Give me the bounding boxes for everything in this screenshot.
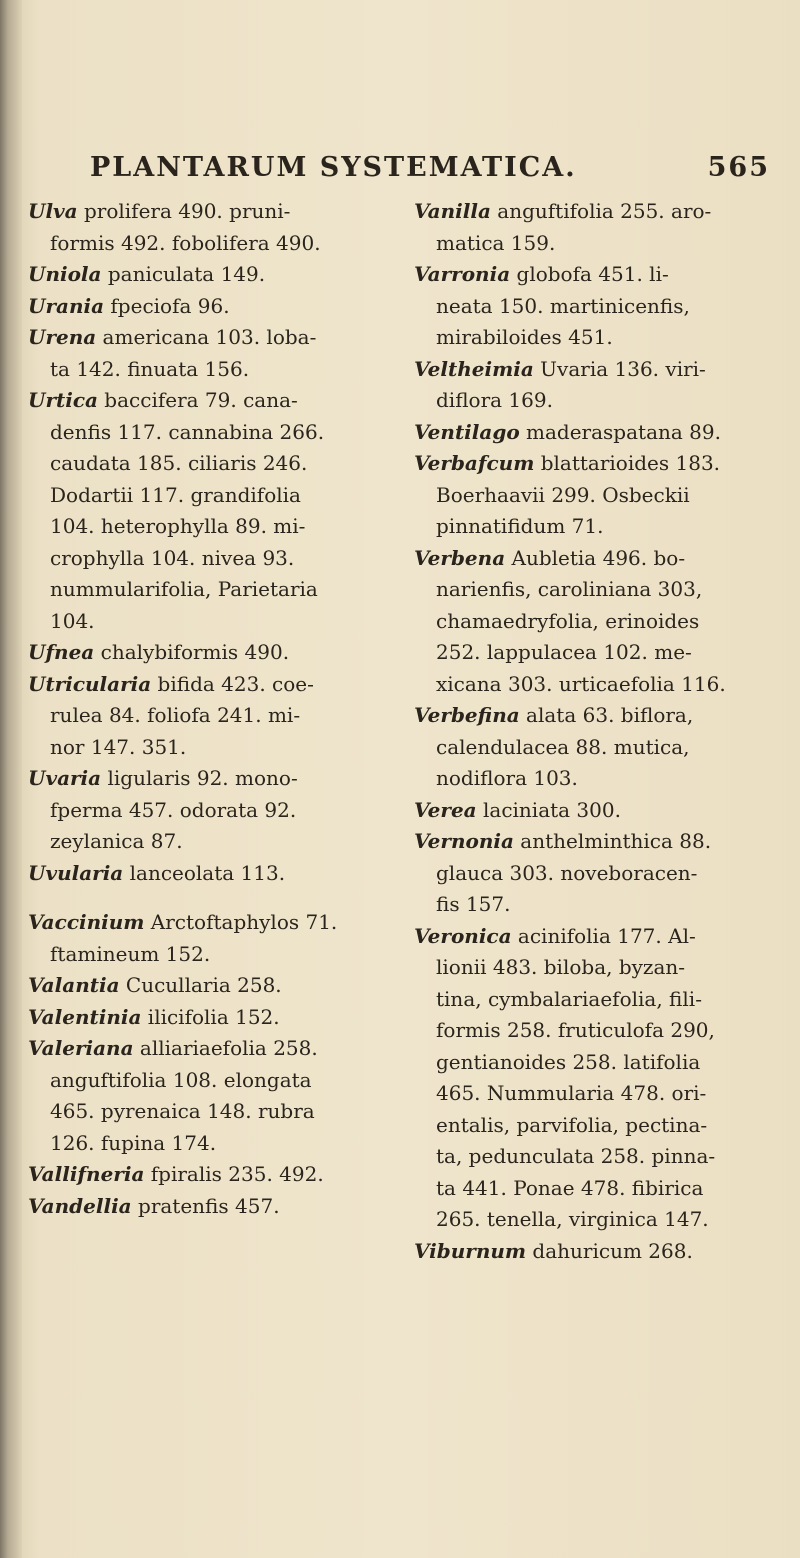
species-text: diflora 169. — [436, 388, 553, 412]
index-entry — [28, 1159, 368, 1191]
genus-name: Valeriana — [28, 1036, 134, 1060]
running-title: PLANTARUM SYSTEMATICA. — [90, 152, 577, 183]
entry-first-line — [414, 795, 780, 827]
genus-name: Urania — [28, 293, 105, 318]
species-text: ilicifolia 152. — [141, 1004, 280, 1029]
genus-name: Utricularia — [28, 671, 152, 696]
entry-continuation-line — [28, 543, 368, 575]
species-text: anguftifolia 108. elongata — [50, 1067, 312, 1092]
index-entry — [414, 921, 780, 1236]
index-entry — [28, 291, 368, 323]
species-text: gentianoides 258. latifolia — [436, 1049, 701, 1074]
species-text: nummularifolia, Parietaria — [50, 577, 318, 601]
left-column — [28, 196, 368, 1222]
species-text: fis 157. — [436, 892, 511, 916]
species-text: dahuricum 268. — [526, 1238, 693, 1263]
species-text: formis 492. fobolifera 490. — [50, 230, 321, 255]
entry-first-line — [414, 196, 780, 228]
species-text: ftamineum 152. — [50, 941, 211, 966]
species-text: Aubletia 496. bo- — [505, 545, 686, 570]
entry-continuation-line — [414, 606, 780, 638]
entry-continuation-line — [414, 1047, 780, 1079]
entry-continuation-line — [414, 1141, 780, 1173]
species-text: xicana 303. urticaefolia 116. — [436, 671, 726, 696]
species-text: pratenfis 457. — [131, 1193, 280, 1218]
index-entry — [28, 858, 368, 890]
species-text: maderaspatana 89. — [519, 419, 721, 444]
species-text: crophylla 104. nivea 93. — [50, 545, 295, 570]
entry-continuation-line — [28, 1065, 368, 1097]
genus-name: Verea — [414, 797, 477, 822]
entry-first-line — [414, 543, 780, 575]
species-text: Boerhaavii 299. Osbeckii — [436, 482, 690, 507]
entry-continuation-line — [414, 1078, 780, 1110]
entry-first-line — [28, 637, 368, 669]
entry-continuation-line — [414, 952, 780, 984]
entry-first-line — [28, 669, 368, 701]
species-text: 265. tenella, virginica 147. — [436, 1207, 709, 1231]
species-text: alliariaefolia 258. — [133, 1036, 318, 1060]
page-number: 565 — [707, 152, 770, 183]
entry-first-line — [28, 1002, 368, 1034]
species-text: anthelminthica 88. — [513, 829, 712, 853]
species-text: ligularis 92. mono- — [101, 766, 298, 790]
index-entry — [28, 1002, 368, 1034]
index-entry — [28, 322, 368, 385]
index-entry — [414, 196, 780, 259]
entry-continuation-line — [414, 291, 780, 323]
species-text: rulea 84. foliofa 241. mi- — [50, 703, 301, 727]
genus-name: Verbena — [414, 545, 506, 570]
genus-name: Uvaria — [28, 766, 102, 790]
species-text: pinnatifidum 71. — [436, 514, 604, 538]
index-entry — [28, 1191, 368, 1223]
entry-continuation-line — [28, 574, 368, 606]
entry-first-line — [28, 196, 368, 228]
entry-continuation-line — [414, 385, 780, 417]
species-text: 104. — [50, 608, 95, 633]
genus-name: Vanilla — [414, 199, 491, 223]
species-text: chamaedryfolia, erinoides — [436, 608, 700, 633]
entry-first-line — [414, 700, 780, 732]
genus-name: Uniola — [28, 262, 102, 286]
entry-first-line — [414, 417, 780, 449]
entry-first-line — [28, 385, 368, 417]
entry-continuation-line — [28, 448, 368, 480]
species-text: Dodartii 117. grandifolia — [50, 482, 301, 507]
entry-continuation-line — [28, 480, 368, 512]
entry-continuation-line — [414, 1110, 780, 1142]
species-text: Cucullaria 258. — [119, 973, 282, 997]
genus-name: Ulva — [28, 199, 78, 223]
species-text: 104. heterophylla 89. mi- — [50, 514, 306, 538]
entry-continuation-line — [28, 795, 368, 827]
index-entry — [28, 196, 368, 259]
species-text: acinifolia 177. Al- — [511, 923, 696, 948]
species-text: alata 63. biflora, — [519, 703, 694, 727]
genus-name: Viburnum — [414, 1238, 527, 1263]
entry-continuation-line — [28, 228, 368, 260]
index-entry — [414, 1236, 780, 1268]
species-text: entalis, parvifolia, pectina- — [436, 1112, 708, 1137]
index-entry — [414, 543, 780, 701]
entry-continuation-line — [414, 984, 780, 1016]
entry-first-line — [414, 1236, 780, 1268]
entry-first-line — [28, 259, 368, 291]
entry-first-line — [28, 970, 368, 1002]
species-text: blattarioides 183. — [534, 451, 721, 475]
species-text: formis 258. fruticulofa 290, — [436, 1018, 715, 1042]
entry-continuation-line — [414, 763, 780, 795]
entry-first-line — [28, 1033, 368, 1065]
entry-first-line — [28, 858, 368, 890]
species-text: 465. Nummularia 478. ori- — [436, 1081, 707, 1105]
index-entry — [28, 970, 368, 1002]
genus-name: Veltheimia — [414, 356, 534, 381]
species-text: narienfis, caroliniana 303, — [436, 577, 703, 601]
index-entry — [28, 763, 368, 858]
entry-continuation-line — [414, 669, 780, 701]
species-text: bifida 423. coe- — [151, 671, 314, 696]
species-text: caudata 185. ciliaris 246. — [50, 451, 308, 475]
entry-continuation-line — [414, 511, 780, 543]
genus-name: Urtica — [28, 388, 98, 412]
index-entry — [414, 826, 780, 921]
entry-first-line — [28, 322, 368, 354]
entry-first-line — [28, 291, 368, 323]
species-text: denfis 117. cannabina 266. — [50, 419, 325, 444]
entry-continuation-line — [28, 700, 368, 732]
entry-first-line — [414, 259, 780, 291]
entry-continuation-line — [414, 889, 780, 921]
entry-first-line — [414, 354, 780, 386]
index-entry — [414, 354, 780, 417]
genus-name: Vallifneria — [28, 1162, 145, 1186]
entry-continuation-line — [414, 858, 780, 890]
entry-first-line — [28, 1159, 368, 1191]
entry-continuation-line — [28, 939, 368, 971]
index-entry — [28, 1033, 368, 1159]
species-text: prolifera 490. pruni- — [77, 199, 291, 223]
species-text: 465. pyrenaica 148. rubra — [50, 1099, 315, 1123]
entry-continuation-line — [414, 637, 780, 669]
species-text: zeylanica 87. — [50, 829, 183, 853]
index-entry — [28, 669, 368, 764]
genus-name: Uvularia — [28, 860, 124, 885]
species-text: ta 441. Ponae 478. fibirica — [436, 1175, 704, 1200]
entry-continuation-line — [414, 574, 780, 606]
entry-first-line — [28, 907, 368, 939]
species-text: glauca 303. noveboracen- — [436, 860, 698, 885]
species-text: americana 103. loba- — [96, 325, 317, 349]
entry-continuation-line — [28, 826, 368, 858]
genus-name: Vandellia — [28, 1193, 132, 1218]
genus-name: Vernonia — [414, 829, 514, 853]
species-text: fperma 457. odorata 92. — [50, 797, 297, 822]
genus-name: Valentinia — [28, 1004, 142, 1029]
right-column — [414, 196, 780, 1267]
section-gap — [28, 889, 368, 907]
genus-name: Valantia — [28, 973, 120, 997]
species-text: nodiflora 103. — [436, 766, 578, 790]
entry-continuation-line — [28, 511, 368, 543]
genus-name: Verbafcum — [414, 451, 535, 475]
entry-continuation-line — [414, 732, 780, 764]
genus-name: Varronia — [414, 262, 511, 286]
entry-first-line — [414, 921, 780, 953]
page-gutter-shadow — [0, 0, 22, 1558]
entry-continuation-line — [414, 1015, 780, 1047]
entry-continuation-line — [28, 1096, 368, 1128]
entry-continuation-line — [414, 322, 780, 354]
index-entry — [28, 907, 368, 970]
entry-continuation-line — [414, 1173, 780, 1205]
species-text: anguftifolia 255. aro- — [490, 199, 712, 223]
entry-continuation-line — [414, 228, 780, 260]
species-text: Uvaria 136. viri- — [533, 356, 706, 381]
index-entry — [414, 448, 780, 543]
entry-continuation-line — [28, 606, 368, 638]
index-entry — [28, 259, 368, 291]
entry-first-line — [414, 826, 780, 858]
entry-continuation-line — [414, 480, 780, 512]
entry-continuation-line — [28, 732, 368, 764]
species-text: tina, cymbalariaefolia, fili- — [436, 986, 702, 1011]
entry-continuation-line — [28, 1128, 368, 1160]
species-text: lionii 483. biloba, byzan- — [436, 955, 686, 979]
entry-first-line — [414, 448, 780, 480]
index-entry — [414, 700, 780, 795]
index-entry — [28, 637, 368, 669]
entry-continuation-line — [28, 417, 368, 449]
genus-name: Ventilago — [414, 419, 520, 444]
species-text: nor 147. 351. — [50, 734, 187, 759]
species-text: 126. fupina 174. — [50, 1130, 217, 1155]
species-text: matica 159. — [436, 230, 556, 255]
species-text: neata 150. martinicenfis, — [436, 293, 690, 318]
page-header — [90, 152, 770, 192]
genus-name: Verbefina — [414, 703, 520, 727]
species-text: 252. lappulacea 102. me- — [436, 640, 692, 664]
species-text: globofa 451. li- — [510, 262, 669, 286]
species-text: paniculata 149. — [101, 262, 266, 286]
genus-name: Veronica — [414, 923, 512, 948]
entry-first-line — [28, 763, 368, 795]
species-text: fpeciofa 96. — [104, 293, 230, 318]
index-entry — [414, 795, 780, 827]
species-text: baccifera 79. cana- — [97, 388, 298, 412]
index-entry — [28, 385, 368, 637]
index-entry — [414, 259, 780, 354]
species-text: mirabiloides 451. — [436, 325, 613, 349]
entry-continuation-line — [28, 354, 368, 386]
genus-name: Urena — [28, 325, 97, 349]
species-text: fpiralis 235. 492. — [144, 1162, 324, 1186]
species-text: ta, pedunculata 258. pinna- — [436, 1144, 716, 1168]
species-text: laciniata 300. — [476, 797, 621, 822]
entry-first-line — [28, 1191, 368, 1223]
index-entry — [414, 417, 780, 449]
species-text: chalybiformis 490. — [94, 640, 290, 664]
entry-continuation-line — [414, 1204, 780, 1236]
species-text: calendulacea 88. mutica, — [436, 734, 690, 759]
genus-name: Ufnea — [28, 640, 95, 664]
species-text: lanceolata 113. — [123, 860, 286, 885]
genus-name: Vaccinium — [28, 910, 145, 934]
species-text: Arctoftaphylos 71. — [144, 910, 338, 934]
species-text: ta 142. finuata 156. — [50, 356, 250, 381]
